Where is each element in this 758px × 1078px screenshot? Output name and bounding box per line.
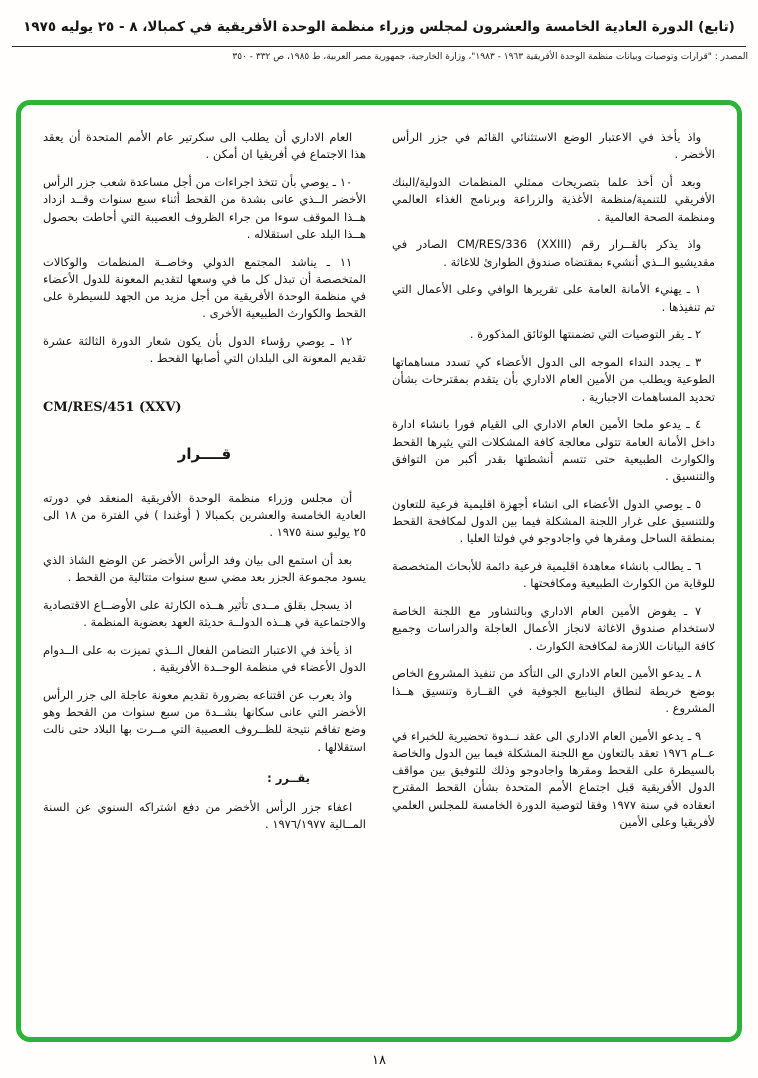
page-header (0, 0, 758, 63)
column-right (392, 129, 715, 1021)
paragraph: واذ يذكر بالقــرار رقم CM/RES/336 (XXIII) الصادر في مقديشيو الــذي أنشيء بمقتضاه صندوق الطوارئ للاغاثة . (392, 237, 715, 269)
column-left (43, 129, 366, 1021)
decree-label: يقــرر : (267, 770, 310, 785)
paragraph: العام الاداري أن يطلب الى سكرتير عام الأمم المتحدة أن يعقد هذا الاجتماع في أفريقيا ان أمكن . (43, 130, 366, 162)
text-columns (43, 129, 715, 1021)
paragraph: ٧ ـ يفوض الأمين العام الاداري وبالتشاور مع اللجنة الخاصة لاستخدام صندوق الاغاثة لانجاز الأعمال العاجلة والدراسات وجميع كافة البيانات اللازمة لمكافحة الكوارث . (392, 604, 715, 653)
paragraph: ٤ ـ يدعو ملحا الأمين العام الاداري الى القيام فورا بانشاء ادارة داخل الأمانة العامة تتولى معالجة كافة المشكلات التي يثيرها القحط والكوارث الطبيعية حتى تتسم أنشطتها بقدر أكبر من التوافق والتنسيق . (392, 417, 715, 483)
paragraph: اعفاء جزر الرأس الأخضر من دفع اشتراكه السنوي عن السنة المــالية ١٩٧٦/١٩٧٧ . (43, 800, 366, 832)
paragraph: ٣ ـ يجدد النداء الموجه الى الدول الأعضاء كي تسدد مساهماتها الطوعية ويطلب من الأمين العام الاداري بأن يتقدم بمقترحات بشأن تحديد المساهمات الاجبارية . (392, 355, 715, 404)
paragraph: ٢ ـ يقر التوصيات التي تضمنتها الوثائق المذكورة . (469, 327, 702, 342)
paragraph: أن مجلس وزراء منظمة الوحدة الأفريقية المنعقد في دورته العادية الخامسة والعشرين بكمبالا ( أوغندا ) في الفترة من ١٨ الى ٢٥ يوليو سنة ١٩٧٥ . (43, 490, 366, 539)
paragraph: ١٢ ـ يوصي رؤساء الدول بأن يكون شعار الدورة الثالثة عشرة تقديم المعونة الى البلدان التي أصابها القحط . (43, 334, 366, 366)
paragraph: ١٠ ـ يوصي بأن تتخذ اجراءات من أجل مساعدة شعب جزر الرأس الأخضر الــذي عانى بشدة من القحط أثناء سبع سنوات وقــد ازداد هــذا الموقف سوءا من جراء الظروف العصيبة التي أحاطت بحصول هــذا البلد على استقلاله . (43, 175, 366, 241)
paragraph: واذ يأخذ في الاعتبار الوضع الاستثنائي القائم في جزر الرأس الأخضر . (392, 130, 715, 162)
paragraph: اذ يأخذ في الاعتبار التضامن الفعال الــذي تميزت به على الــدوام الدول الأعضاء في منظمة الوحــدة الأفريقية . (43, 642, 366, 674)
paragraph: ٨ ـ يدعو الأمين العام الاداري الى التأكد من تنفيذ المشروع الخاص بوضع خريطة لنطاق الينابيع الجوفية في القــارة وتنسيق هــذا المشروع . (392, 666, 715, 715)
paragraph: ٥ ـ يوصي الدول الأعضاء الى انشاء أجهزة اقليمية فرعية للتعاون وللتنسيق على غرار اللجنة المشكلة فيما بين الدول لمكافحة القحط بمنطقة الساحل ومقرها في واجادوجو في فولتا العليا . (392, 496, 715, 546)
paragraph: ١١ ـ يناشد المجتمع الدولي وخاصــة المنظمات والوكالات المتخصصة أن تبذل كل ما في وسعها لتقديم المعونة للدول الأعضاء في منظمة الوحدة الأفريقية من أجل مزيد من الجهد للسيطرة على القحط والكوارث الطبيعية الأخرى . (43, 254, 366, 321)
paragraph: اذ يسجل بقلق مــدى تأثير هــذه الكارثة على الأوضــاع الاقتصادية والاجتماعية في هــذه الدولــة حديثة العهد بعضوية المنظمة . (43, 597, 366, 629)
resolution-title: قــــرار (177, 445, 232, 463)
content-frame (16, 100, 742, 1042)
document-title: (تابع) الدورة العادية الخامسة والعشرون لمجلس وزراء منظمة الوحدة الأفريقية في كمبالا، ٨ - ٢٥ يوليه ١٩٧٥ (23, 19, 735, 35)
page-footer (0, 1049, 758, 1068)
paragraph: بعد أن استمع الى بيان وفد الرأس الأخضر عن الوضع الشاذ الذي يسود مجموعة الجزر بعد مضي سبع سنوات متتالية من القحط . (43, 552, 366, 584)
resolution-number: CM/RES/451 (XXV) (43, 399, 182, 415)
paragraph: ٦ ـ يطالب بانشاء معاهدة اقليمية فرعية دائمة للأبحاث المتخصصة للوقاية من الكوارث الطبيعية ومكافحتها . (392, 559, 715, 591)
document-source: المصدر : "قرارات وتوصيات وبيانات منظمة الوحدة الأفريقية ١٩٦٣ - ١٩٨٣"، وزارة الخارجية، جمهورية مصر العربية، ط ١٩٨٥، ص ٣٣٢ - ٣٥٠ (232, 51, 748, 62)
paragraph: وبعد أن أخذ علما بتصريحات ممثلي المنظمات الدولية/البنك الأفريقي للتنمية/منظمة الأغذية والزراعة وبرنامج الغذاء العالمي ومنظمة الصحة العالمية . (392, 175, 715, 224)
paragraph: واذ يعرب عن اقتناعه بضرورة تقديم معونة عاجلة الى جزر الرأس الأخضر التي عانى سكانها بشــدة من سبع سنوات من القحط وهو وضع تفاقم نتيجة للظــروف العصيبة التي مــرت بها البلاد حتى نالت استقلالها . (43, 687, 366, 754)
header-divider (12, 46, 746, 47)
page-number: ١٨ (372, 1053, 386, 1068)
paragraph: ١ ـ يهنيء الأمانة العامة على تقريرها الوافي وعلى الأعمال التي تم تنفيذها . (392, 282, 715, 314)
paragraph: ٩ ـ يدعو الأمين العام الاداري الى عقد نــدوة تحضيرية للخبراء في عــام ١٩٧٦ تعقد بالتعاون مع اللجنة المشكلة فيما بين الدول والخاصة بالسيطرة على القحط ومقرها واجادوجو وذلك للتوفيق بين مواقف الدول الأفريقية قبل اجتماع الأمم المتحدة بشأن القحط المقترح انعقاده في سنة ١٩٧٧ وفقا لتوصية الدورة الخامسة للمجلس العلمي لأفريقيا وعلى الأمين (392, 728, 715, 829)
